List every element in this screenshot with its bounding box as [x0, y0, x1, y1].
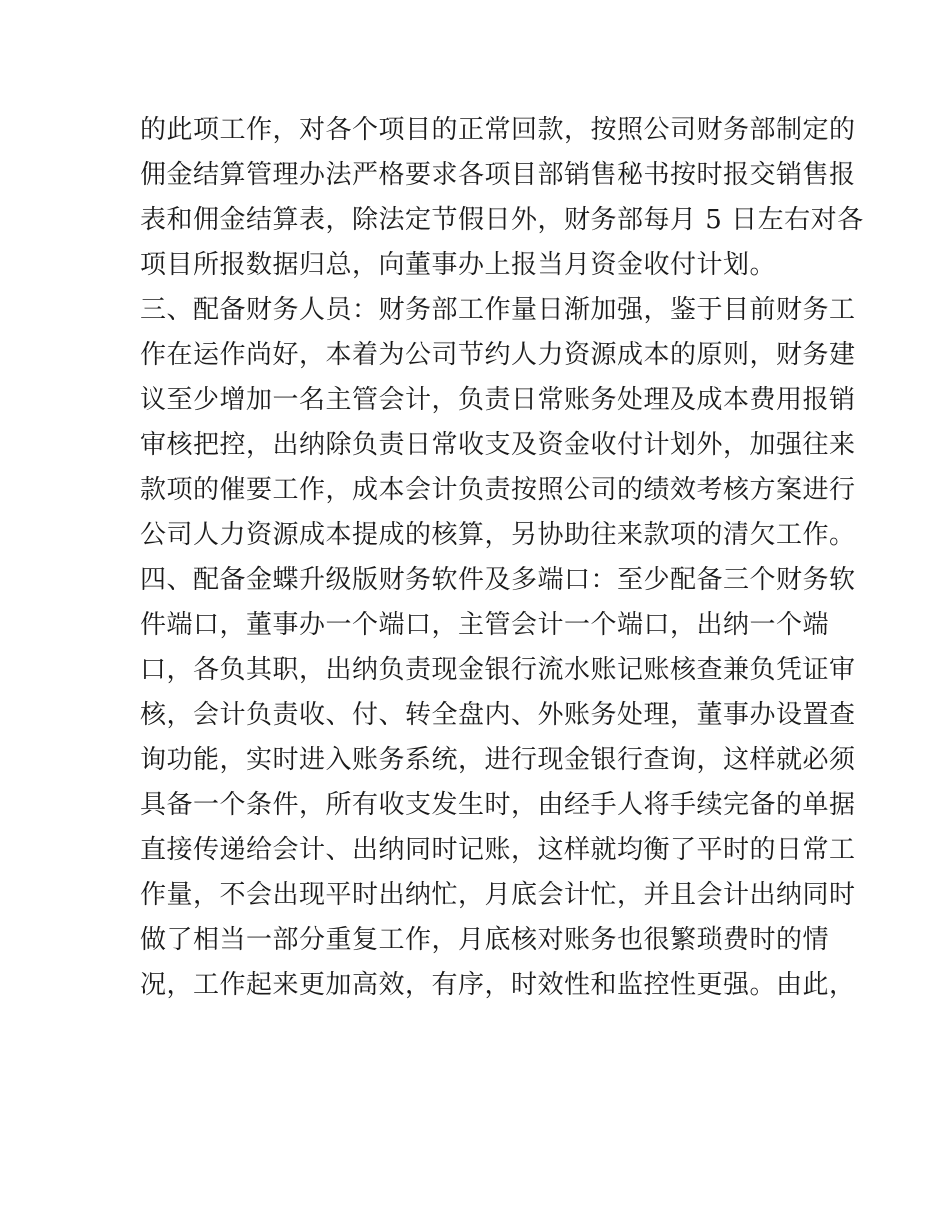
text-line-15: 询功能，实时进入账务系统，进行现金银行查询，这样就必须 [140, 745, 856, 775]
text-line-14: 核，会计负责收、付、转全盘内、外账务处理，董事办设置查 [140, 700, 856, 730]
section-3-heading-line: 三、配备财务人员：财务部工作量日渐加强，鉴于目前财务工 [140, 295, 856, 325]
text-line-9: 款项的催要工作，成本会计负责按照公司的绩效考核方案进行 [140, 475, 856, 505]
text-line-16: 具备一个条件，所有收支发生时，由经手人将手续完备的单据 [140, 790, 856, 820]
text-line-10: 公司人力资源成本提成的核算，另协助往来款项的清欠工作。 [140, 520, 856, 550]
text-line-20: 况，工作起来更加高效，有序，时效性和监控性更强。由此， [140, 970, 856, 1000]
text-line-3: 表和佣金结算表，除法定节假日外，财务部每月 5 日左右对各 [140, 205, 864, 235]
text-line-8: 审核把控，出纳除负责日常收支及资金收付计划外，加强往来 [140, 430, 856, 460]
text-line-17: 直接传递给会计、出纳同时记账，这样就均衡了平时的日常工 [140, 835, 856, 865]
text-line-12: 件端口，董事办一个端口，主管会计一个端口，出纳一个端 [140, 610, 830, 640]
text-line-18: 作量，不会出现平时出纳忙，月底会计忙，并且会计出纳同时 [140, 880, 856, 910]
text-line-1: 的此项工作，对各个项目的正常回款，按照公司财务部制定的 [140, 115, 856, 145]
text-line-19: 做了相当一部分重复工作，月底核对账务也很繁琐费时的情 [140, 925, 830, 955]
text-line-13: 口，各负其职，出纳负责现金银行流水账记账核查兼负凭证审 [140, 655, 856, 685]
text-line-2: 佣金结算管理办法严格要求各项目部销售秘书按时报交销售报 [140, 160, 856, 190]
body-text [140, 108, 864, 1008]
text-line-4: 项目所报数据归总，向董事办上报当月资金收付计划。 [140, 250, 777, 280]
text-line-7: 议至少增加一名主管会计，负责日常账务处理及成本费用报销 [140, 385, 856, 415]
section-4-heading-line: 四、配备金蝶升级版财务软件及多端口：至少配备三个财务软 [140, 565, 856, 595]
text-line-6: 作在运作尚好，本着为公司节约人力资源成本的原则，财务建 [140, 340, 856, 370]
